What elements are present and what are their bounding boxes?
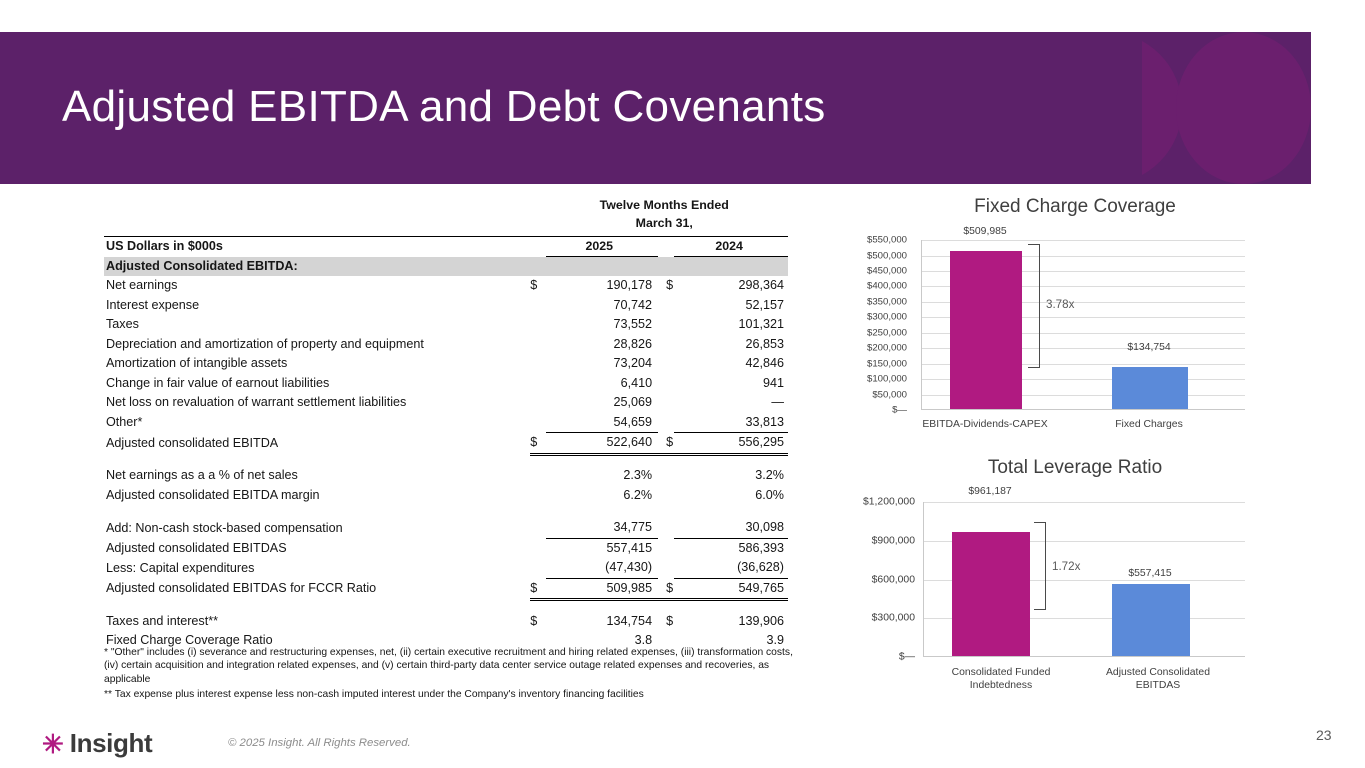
chart1-data-label-0: $509,985 [963,226,1007,237]
chart2-category-label-1: Adjusted Consolidated EBITDAS [1106,667,1210,691]
chart2-data-label-0: $961,187 [968,486,1012,497]
table-row: Add: Non-cash stock-based compensation 34,775 30,098 [104,518,788,538]
table-row-units [104,236,788,257]
table-spacer [104,505,788,518]
table-row-fccr-total: Adjusted consolidated EBITDAS for FCCR Ratio $ 509,985 $ 549,765 [104,578,788,599]
chart2-y-axis-labels: $1,200,000 $900,000 $600,000 $300,000 $— [862,496,915,663]
copyright-text: © 2025 Insight. All Rights Reserved. [228,737,411,749]
chart-total-leverage-ratio [845,452,1315,702]
table-row: Less: Capital expenditures (47,430) (36,628) [104,558,788,578]
financial-table-container [104,196,788,651]
chart1-ratio-bracket [1028,244,1040,368]
page-number: 23 [1316,727,1332,743]
table-row-section-title [104,257,788,277]
table-row: Other* 54,659 33,813 [104,413,788,433]
table-row-fccr-ratio: Fixed Charge Coverage Ratio 3.8 3.9 [106,633,784,647]
table-row-taxes-interest: Taxes and interest** $ 134,754 $ 139,906 [106,613,784,628]
chart-title-fixed-charge-coverage: Fixed Charge Coverage [974,196,1176,217]
footnote-2: ** Tax expense plus interest expense less non-cash imputed interest under the Company's inventory financing facilities [104,688,644,700]
year-header-2024: 2024 [674,236,788,257]
chart1-plot-area [921,240,1245,410]
table-row: Taxes 73,552 101,321 [106,317,784,331]
units-label: US Dollars in $000s [106,239,223,253]
footnote-1: * "Other" includes (i) severance and restructuring expenses, net, (ii) certain executive recruitment and hiring related expenses, (iii) transformation costs, (iv) certain acquisition and integration related expenses, and (v) certain third-party data center service outage related expenses and recoveries, as applicable [104,647,793,685]
period-header-line1: Twelve Months Ended [599,198,729,212]
table-row: Net earnings $ 190,178 $ 298,364 [106,278,784,292]
table-row: Change in fair value of earnout liabilities 6,410 941 [106,375,784,390]
chart1-category-label-0: EBITDA-Dividends-CAPEX [922,419,1048,430]
chart2-plot-area [923,502,1245,657]
table-row-period-header [104,196,788,234]
table-row: Net loss on revaluation of warrant settlement liabilities 25,069 — [106,395,784,409]
table-row: Depreciation and amortization of property and equipment 28,826 26,853 [106,336,784,351]
brand-shape-o-icon [1176,32,1311,184]
chart1-category-label-1: Fixed Charges [1115,419,1183,430]
brand-logo [42,728,152,759]
year-header-2025: 2025 [546,236,658,257]
chart1-ratio-label: 3.78x [1046,298,1075,311]
chart-title-total-leverage-ratio: Total Leverage Ratio [987,457,1163,478]
section-title: Adjusted Consolidated EBITDA: [104,257,530,277]
chart-fixed-charge-coverage [845,196,1315,446]
chart2-ratio-bracket [1034,522,1046,610]
table-row-margin: Net earnings as a a % of net sales 2.3% 3.2% [106,468,784,482]
page-title: Adjusted EBITDA and Debt Covenants [62,82,826,131]
table-row-total-ebitda: Adjusted consolidated EBITDA $ 522,640 $ 556,295 [104,433,788,454]
brand-shape-d-inner-icon [1052,32,1142,184]
chart2-data-label-1: $557,415 [1128,568,1172,579]
brand-name: Insight [69,728,153,758]
table-row: Amortization of intangible assets 73,204 42,846 [106,356,784,370]
insight-asterisk-icon: ✳ [42,728,64,759]
chart2-ratio-label: 1.72x [1052,560,1081,573]
chart2-bar-consolidated-funded-indebtedness [952,532,1030,656]
chart2-category-label-0: Consolidated Funded Indebtedness [951,667,1051,691]
chart1-bar-fixed-charges [1112,367,1188,409]
table-row-margin: Adjusted consolidated EBITDA margin 6.2% 6.0% [106,487,784,502]
chart1-y-axis-labels: $550,000 $500,000 $450,000 $400,000 $350,000 $300,000 $250,000 $200,000 $150,000 $100,000 $50,000 $— [866,234,907,416]
chart1-data-label-1: $134,754 [1127,342,1171,353]
table-footnotes [104,646,794,701]
table-row: Adjusted consolidated EBITDAS 557,415 586,393 [106,540,784,555]
period-header-line2: March 31, [635,215,693,230]
table-row: Interest expense 70,742 52,157 [106,297,784,312]
chart2-bar-adjusted-consolidated-ebitdas [1112,584,1190,656]
adjusted-ebitda-table [104,196,788,651]
chart1-bar-ebitda-dividends-capex [950,251,1022,409]
